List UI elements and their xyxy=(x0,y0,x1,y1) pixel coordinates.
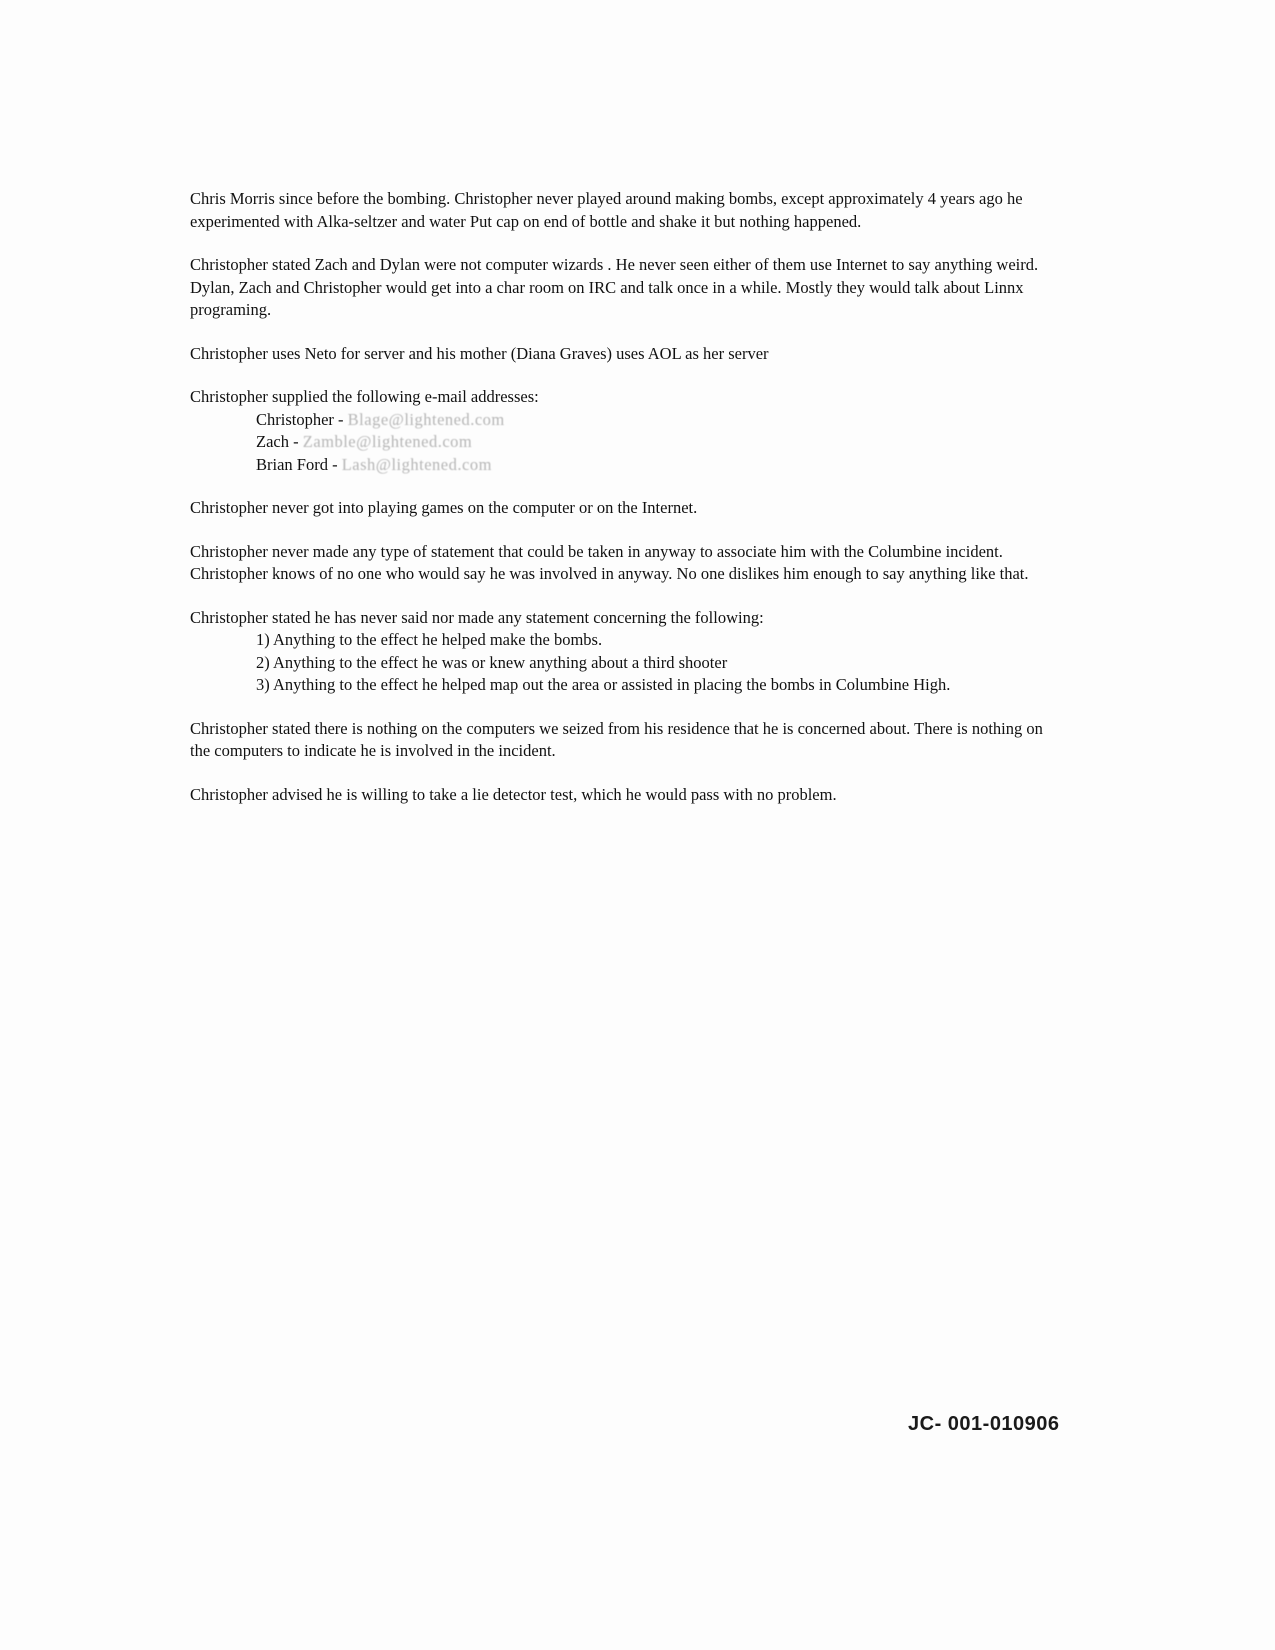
bates-number: JC- 001-010906 xyxy=(908,1413,1060,1435)
paragraph-seized-computers: Christopher stated there is nothing on the computers we seized from his residence that he is concerned about. There is nothing on the computers to indicate he is involved in the incident. xyxy=(190,718,1043,760)
paragraph-games: Christopher never got into playing games on the computer or on the Internet. xyxy=(190,498,698,517)
redacted-email-address: Zamble@lightened.com xyxy=(302,432,473,451)
document-body xyxy=(190,188,1060,827)
email-owner: Brian Ford - xyxy=(256,454,342,474)
paragraph-servers: Christopher uses Neto for server and his mother (Diana Graves) uses AOL as her server xyxy=(190,343,769,363)
paragraph-bombing: Chris Morris since before the bombing. Christopher never played around making bombs, except approximately 4 years ago he experimented with Alka-seltzer and water Put cap on end of bottle and shake it but nothing happened. xyxy=(190,189,1023,231)
paragraph-statements-columbine: Christopher never made any type of statement that could be taken in anyway to associate him with the Columbine incident. Christopher knows of no one who would say he was involved in anyway. No one dislikes him enough to say anything like that. xyxy=(190,541,1029,583)
email-addresses-section xyxy=(190,386,1060,476)
paragraph-lie-detector: Christopher advised he is willing to take a lie detector test, which he would pass with no problem. xyxy=(190,784,837,804)
email-entry xyxy=(256,431,1060,454)
list-item: 1) Anything to the effect he helped make the bombs. xyxy=(256,630,603,649)
statements-intro: Christopher stated he has never said nor made any statement concerning the following: xyxy=(190,607,764,627)
email-owner: Christopher - xyxy=(256,409,348,429)
email-entry xyxy=(256,454,1060,477)
email-list xyxy=(190,409,1060,477)
statements-section xyxy=(190,607,1060,697)
redacted-email-address: Lash@lightened.com xyxy=(341,454,492,474)
statements-list xyxy=(190,629,1060,697)
paragraph-computer-skills: Christopher stated Zach and Dylan were not computer wizards . He never seen either of them use Internet to say anything weird. Dylan, Zach and Christopher would get into a char room on IRC and talk once in a while. Mostly they would talk about Linnx programing. xyxy=(190,255,1039,319)
redacted-email-address: Blage@lightened.com xyxy=(347,409,505,429)
list-item: 2) Anything to the effect he was or knew anything about a third shooter xyxy=(256,652,728,672)
email-entry xyxy=(256,409,1060,432)
email-owner: Zach - xyxy=(256,432,303,451)
email-intro: Christopher supplied the following e-mail addresses: xyxy=(190,387,539,406)
list-item: 3) Anything to the effect he helped map out the area or assisted in placing the bombs in Columbine High. xyxy=(256,675,951,694)
